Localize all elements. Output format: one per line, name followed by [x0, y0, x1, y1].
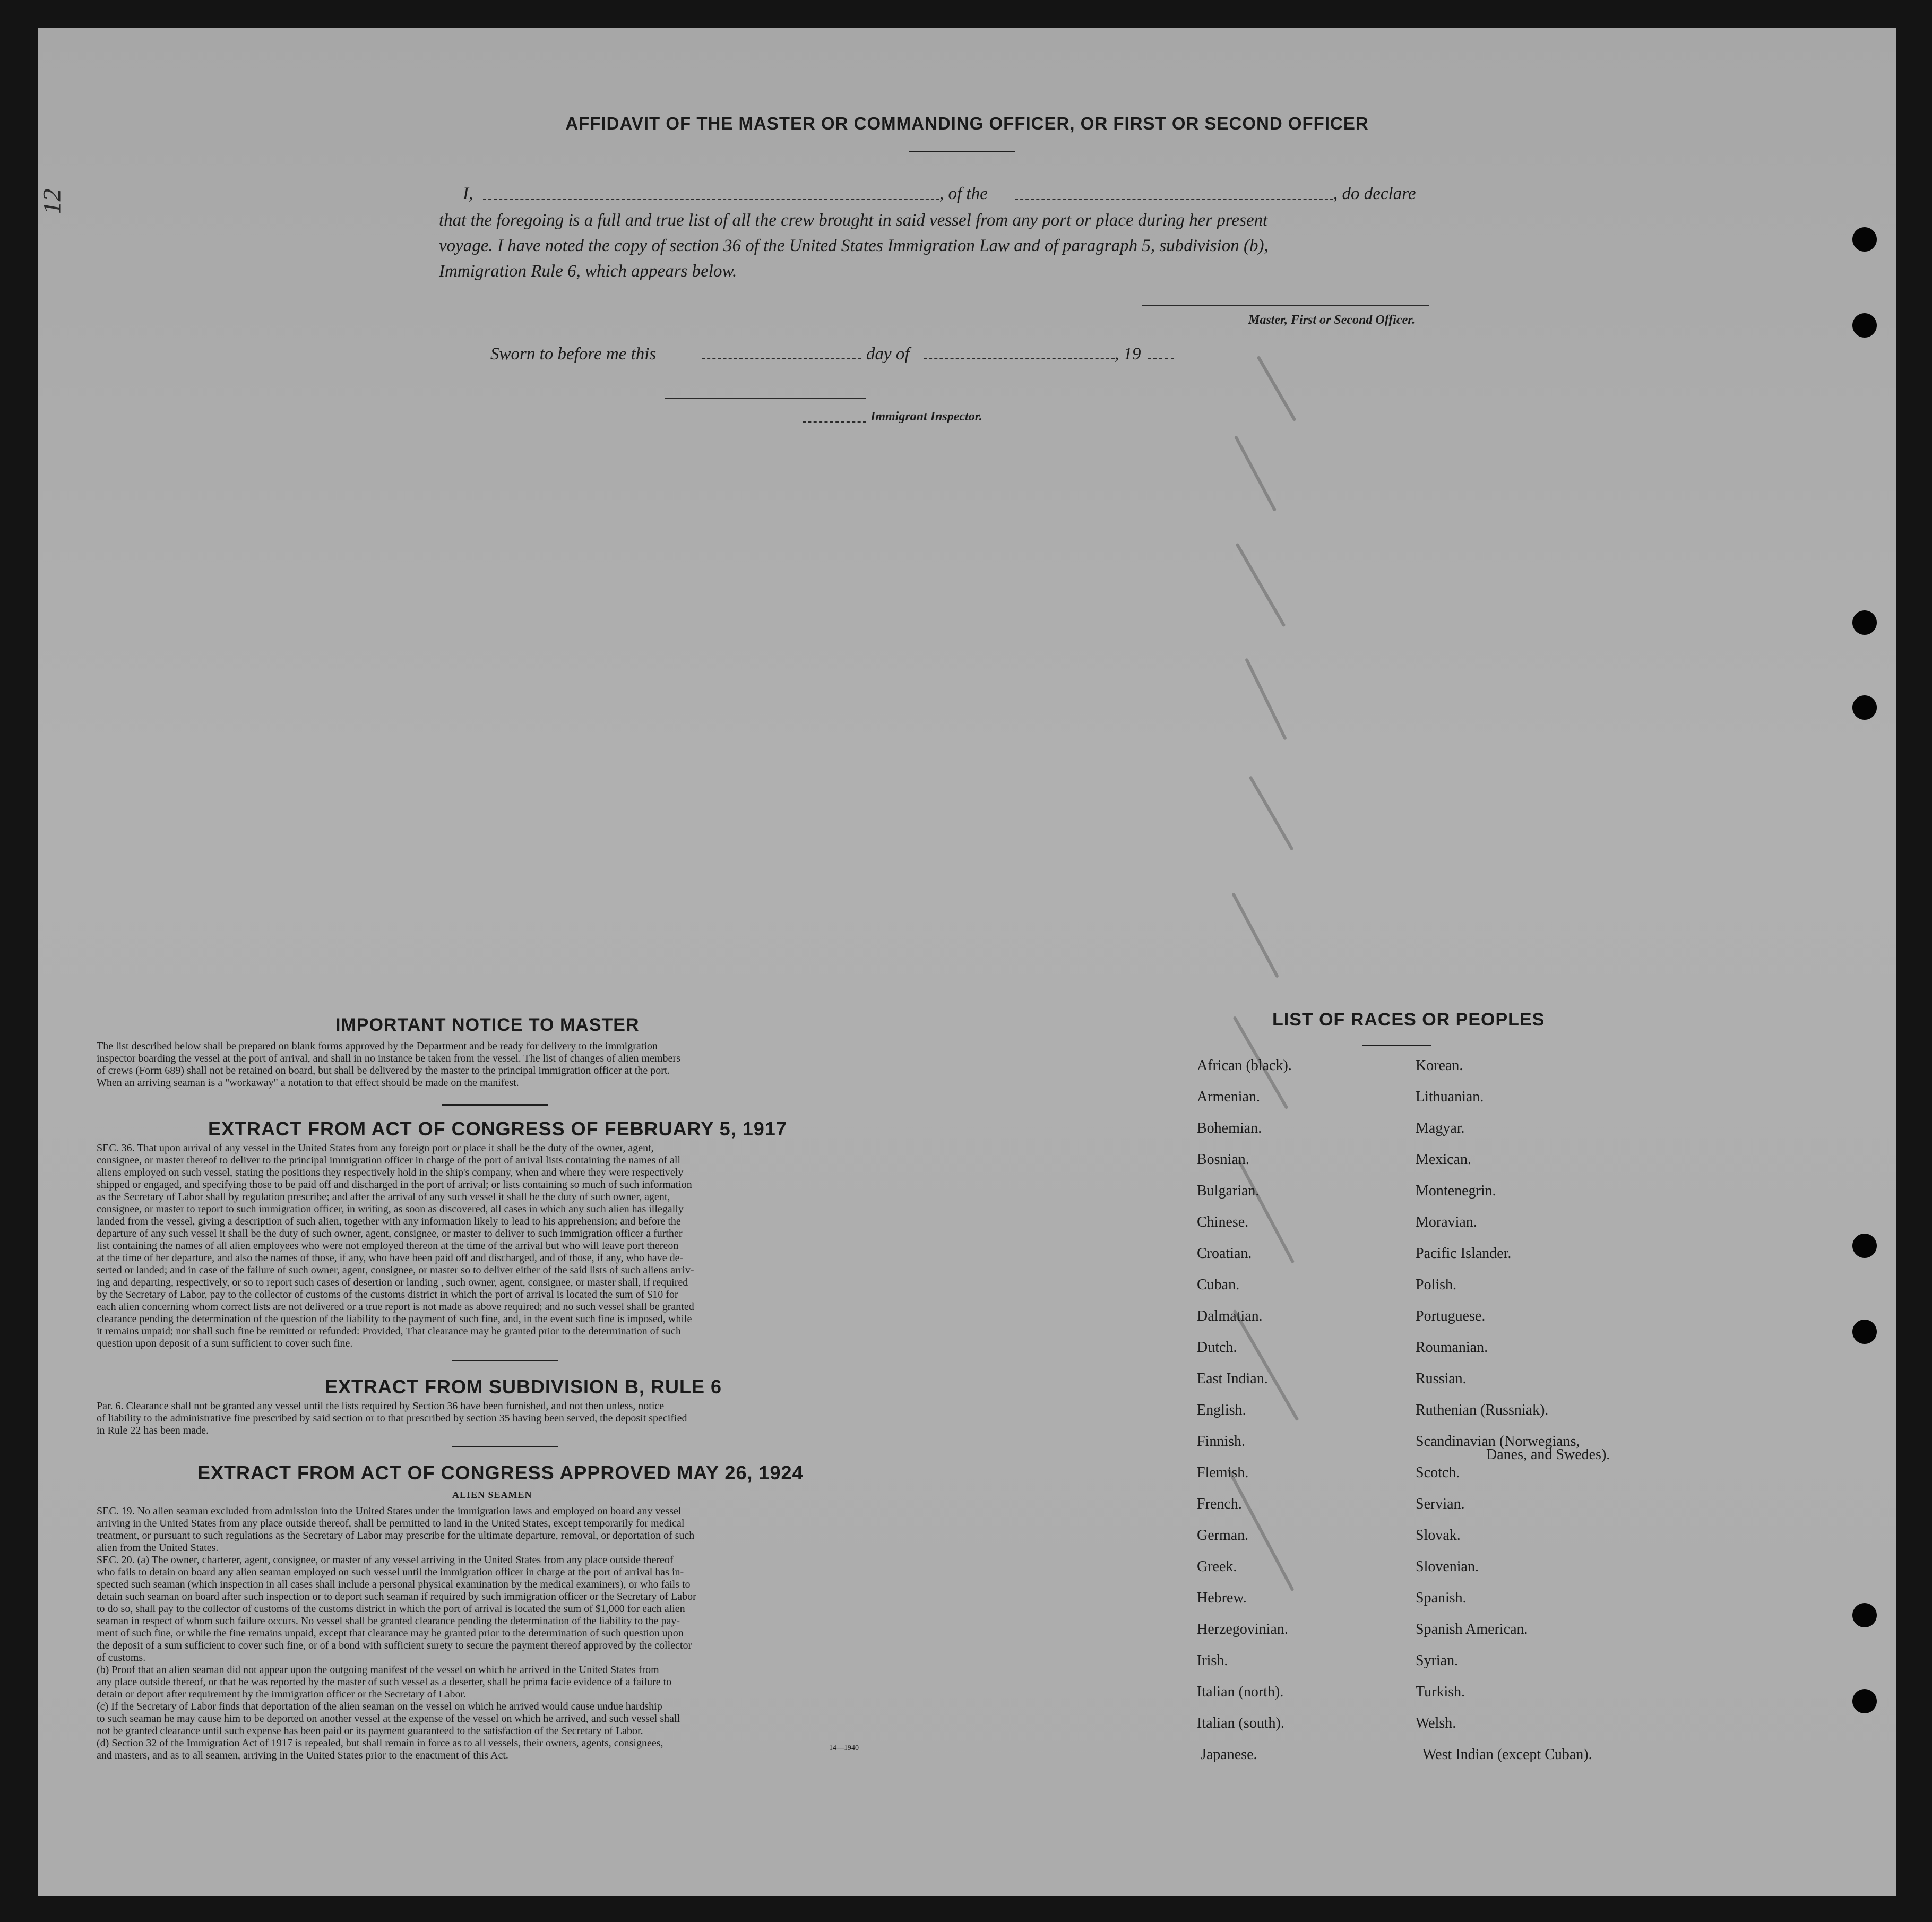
race-item: Pacific Islander. [1416, 1245, 1512, 1262]
binder-hole [1852, 1234, 1877, 1258]
race-item: Dutch. [1197, 1339, 1237, 1356]
race-item: West Indian (except Cuban). [1422, 1746, 1592, 1763]
race-item: Ruthenian (Russniak). [1416, 1402, 1549, 1418]
race-item: Servian. [1416, 1496, 1465, 1512]
signature-line[interactable] [1142, 305, 1429, 306]
race-item: Croatian. [1197, 1245, 1252, 1262]
race-item: Montenegrin. [1416, 1183, 1496, 1199]
sworn-label: Sworn to before me this [490, 344, 657, 364]
race-item: Cuban. [1197, 1277, 1240, 1293]
race-item: Italian (north). [1197, 1684, 1284, 1700]
affidavit-line-2: voyage. I have noted the copy of section 36 of the United States Immigration Law and of paragraph 5, subdivision (b), [439, 236, 1269, 255]
race-item: Hebrew. [1197, 1590, 1247, 1606]
affidavit-title: AFFIDAVIT OF THE MASTER OR COMMANDING OFFICER, OR FIRST OR SECOND OFFICER [565, 114, 1369, 133]
race-item: Flemish. [1197, 1464, 1249, 1481]
race-item: Moravian. [1416, 1214, 1477, 1230]
race-item: French. [1197, 1496, 1242, 1512]
race-item: Bosnian. [1197, 1151, 1249, 1168]
binder-hole [1852, 1689, 1877, 1713]
title-rule [909, 151, 1015, 152]
sworn-date-line[interactable] [702, 358, 861, 359]
race-item: Slovenian. [1416, 1558, 1479, 1575]
races-title: LIST OF RACES OR PEOPLES [1272, 1010, 1545, 1030]
race-item: Herzegovinian. [1197, 1621, 1288, 1637]
margin-mark: 12 [38, 188, 66, 214]
race-item: Spanish. [1416, 1590, 1467, 1606]
race-item: Armenian. [1197, 1089, 1260, 1105]
race-item: Mexican. [1416, 1151, 1471, 1168]
extract-rule6-title: EXTRACT FROM SUBDIVISION B, RULE 6 [325, 1376, 722, 1398]
affidavit-line-3: Immigration Rule 6, which appears below. [439, 262, 737, 281]
document-page [38, 28, 1896, 1896]
race-item: African (black). [1197, 1057, 1292, 1074]
race-item: Chinese. [1197, 1214, 1249, 1230]
race-item: German. [1197, 1527, 1249, 1544]
race-item: Syrian. [1416, 1652, 1459, 1669]
race-item: Irish. [1197, 1652, 1228, 1669]
extract-rule6-text: Par. 6. Clearance shall not be granted any vessel until the lists required by Section 36 have been furnished, and not then unless, notice of liability to the administrative fine prescribed by said section or to that prescribed by section 35 having been served, the deposit specified in Rule 22 has been made. [97, 1400, 687, 1436]
race-item: Polish. [1416, 1277, 1457, 1293]
race-item: Welsh. [1416, 1715, 1456, 1731]
race-item: Turkish. [1416, 1684, 1465, 1700]
notice-text: The list described below shall be prepared on blank forms approved by the Department and be ready for delivery to the immigration inspector boarding the vessel at the port of arrival, and shall in no instance be taken from the vessel. The list of changes of alien members of crews (Form 689) shall not be retained on board, but shall be delivered by the master to the principal immigration officer at the port. When an arriving seaman is a "workaway" a notation to that effect should be made on the manifest. [97, 1040, 680, 1089]
divider-1 [442, 1104, 548, 1106]
race-item: East Indian. [1197, 1371, 1268, 1387]
race-item: Magyar. [1416, 1120, 1465, 1136]
race-item: Scotch. [1416, 1464, 1460, 1481]
race-item: Bulgarian. [1197, 1183, 1260, 1199]
form-number: 14—1940 [829, 1744, 859, 1752]
binder-hole [1852, 695, 1877, 720]
race-item: Spanish American. [1416, 1621, 1528, 1637]
inspector-dash [803, 421, 866, 423]
divider-3 [452, 1446, 558, 1447]
race-item: Roumanian. [1416, 1339, 1488, 1356]
name-line[interactable] [483, 199, 939, 200]
signature-caption: Master, First or Second Officer. [1248, 313, 1416, 327]
races-rule [1362, 1045, 1431, 1046]
affidavit-line-1: that the foregoing is a full and true list of all the crew brought in said vessel from any port or place during her present [439, 211, 1268, 230]
divider-2 [452, 1360, 558, 1361]
race-item: Greek. [1197, 1558, 1237, 1575]
race-item: Russian. [1416, 1371, 1467, 1387]
day-of-label: day of [866, 344, 910, 364]
race-item: Slovak. [1416, 1527, 1461, 1544]
extract-1917-title: EXTRACT FROM ACT OF CONGRESS OF FEBRUARY 5, 1917 [208, 1118, 787, 1140]
race-item: Lithuanian. [1416, 1089, 1484, 1105]
notice-title: IMPORTANT NOTICE TO MASTER [335, 1015, 640, 1035]
extract-1924-title: EXTRACT FROM ACT OF CONGRESS APPROVED MAY 26, 1924 [197, 1462, 804, 1484]
race-item: Finnish. [1197, 1433, 1246, 1450]
inspector-line[interactable] [665, 398, 866, 399]
race-item: Bohemian. [1197, 1120, 1262, 1136]
binder-hole [1852, 610, 1877, 635]
extract-1924-text: SEC. 19. No alien seaman excluded from admission into the United States under the immigration laws and employed on board any vessel arriving in the United States from any place outside thereof, shall be permitted to land in the United States, except temporarily for medical treatment, or pursuant to such regulations as the Secretary of Labor may prescribe for the ultimate departure, removal, or deportation of such alien from the United States. SEC. 20. (a) The owner, charterer, agent, consignee, or master of any vessel arriving in the United States from any place outside thereof who fails to detain on board any alien seaman employed on such vessel until the immigration officer in charge at the port of arrival has in- spected such seaman (which inspection in all cases shall include a personal physical examination by the medical examiners), or who fails to detain such seaman on board after such inspection or to deport such seaman if required by such immigration officer or the Secretary of Labor to do so, shall pay to the collector of customs of the customs district in which the port of arrival is located the sum of $1,000 for each alien seaman in respect of whom such failure occurs. No vessel shall be granted clearance pending the determination of the liability to the pay- ment of such fine, or while the fine remains unpaid, except that clearance may be granted prior to the determination of such question upon the deposit of a sum sufficient to cover such fine, or of a bond with sufficient surety to secure the payment thereof approved by the collector of customs. (b) Proof that an alien seaman did not appear upon the outgoing manifest of the vessel on which he arrived in the United States from any place outside thereof, or that he was reported by the master of such vessel as a deserter, shall be prima facie evidence of a failure to detain or deport after requirement by the immigration officer or the Secretary of Labor. (c) If the Secretary of Labor finds that deportation of the alien seaman on the vessel on which he arrived would cause undue hardship to such seaman he may cause him to be deported on another vessel at the expense of the vessel on which he arrived, and such vessel shall not be granted clearance until such expense has been paid or its payment guaranteed to the satisfaction of the Secretary of Labor. (d) Section 32 of the Immigration Act of 1917 is repealed, but shall remain in force as to all vessels, their owners, agents, consignees, and masters, and as to all seamen, arriving in the United States prior to the enactment of this Act. [97, 1505, 696, 1761]
affidavit-i: I, [463, 184, 473, 203]
race-item: English. [1197, 1402, 1246, 1418]
binder-hole [1852, 313, 1877, 338]
year-label: , 19 [1115, 344, 1141, 364]
inspector-caption: Immigrant Inspector. [870, 410, 982, 424]
race-item: Portuguese. [1416, 1308, 1486, 1324]
binder-hole [1852, 227, 1877, 252]
race-item: Scandinavian (Norwegians, [1416, 1433, 1580, 1450]
binder-hole [1852, 1603, 1877, 1627]
vessel-line[interactable] [1015, 199, 1333, 200]
affidavit-do-declare: , do declare [1333, 184, 1416, 203]
race-item: Dalmatian. [1197, 1308, 1263, 1324]
race-item: Korean. [1416, 1057, 1463, 1074]
month-line[interactable] [924, 358, 1115, 359]
race-scandinavian-continued: Danes, and Swedes). [1486, 1446, 1610, 1463]
alien-seamen-subtitle: ALIEN SEAMEN [452, 1489, 532, 1500]
race-item: Italian (south). [1197, 1715, 1284, 1731]
binder-hole [1852, 1320, 1877, 1344]
extract-1917-text: SEC. 36. That upon arrival of any vessel in the United States from any foreign port or place it shall be the duty of the owner, agent, consignee, or master thereof to deliver to the principal immigration officer in charge of the port of arrival lists containing the names of all aliens employed on such vessel, stating the positions they respectively hold in the ship's company, when and where they were respectively shipped or engaged, and specifying those to be paid off and discharged in the port of arrival; or lists containing so much of such information as the Secretary of Labor shall by regulation prescribe; and after the arrival of any such vessel it shall be the duty of such owner, agent, consignee, or master to report to such immigration officer, in writing, as soon as discovered, all cases in which any such alien has illegally landed from the vessel, giving a description of such alien, together with any information likely to lead to his apprehension; and before the departure of any such vessel it shall be the duty of such owner, agent, consignee, or master to deliver to such immigration officer a further list containing the names of all alien employees who were not employed thereon at the time of the arrival but who will leave port thereon at the time of her departure, and also the names of those, if any, who have been paid off and discharged, and of those, if any, who have de- serted or landed; and in case of the failure of such owner, agent, consignee, or master so to deliver either of the said lists of such aliens arriv- ing and departing, respectively, or so to report such cases of desertion or landing , such owner, agent, consignee, or master shall, if required by the Secretary of Labor, pay to the collector of customs of the customs district in which the port of arrival is located the sum of $10 for each alien concerning whom correct lists are not delivered or a true report is not made as above required; and no such vessel shall be granted clearance pending the determination of the question of the liability to the payment of such fine, and, in the event such fine is imposed, while it remains unpaid; nor shall such fine be remitted or refunded: Provided, That clearance may be granted prior to the determination of such question upon deposit of a sum sufficient to cover such fine. [97, 1142, 694, 1349]
affidavit-of-the: , of the [939, 184, 988, 203]
race-item: Japanese. [1201, 1746, 1257, 1763]
year-line[interactable] [1148, 358, 1174, 359]
